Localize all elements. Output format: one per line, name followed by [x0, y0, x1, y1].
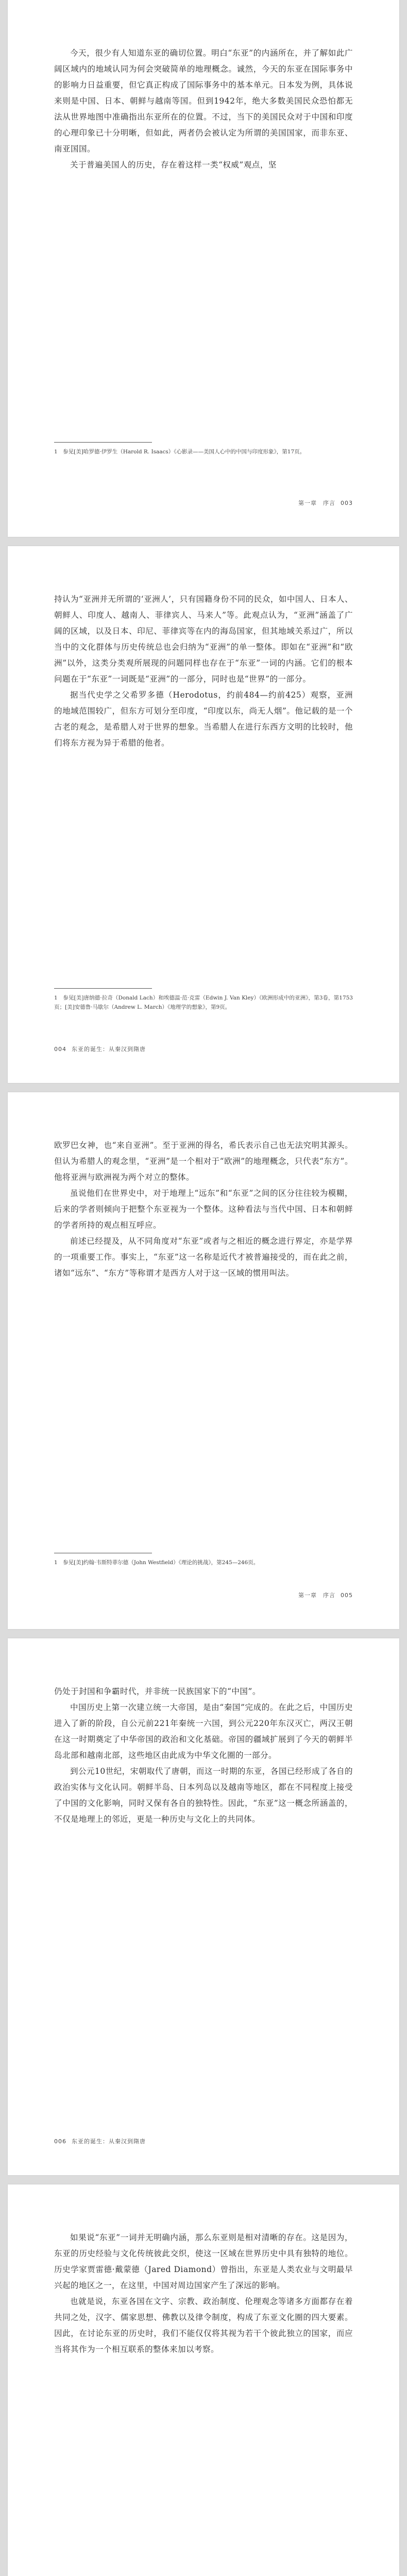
- paragraph: 前述已经提及，从不同角度对“东亚”或者与之相近的概念进行界定，亦是学界的一项重要工作。事实上，“东亚”这一名称是近代才被普遍接受的，而在此之前，诸如“远东”、“东方”等称谓才是西方人对于这一区域的惯用叫法。: [54, 1236, 353, 1278]
- page-5: [8, 2184, 399, 2576]
- running-label: 第一章 序言: [298, 500, 335, 506]
- footnotes: [54, 993, 353, 1012]
- paragraph: 今天，很少有人知道东亚的确切位置。明白“东亚”的内涵所在，并了解如此广阔区域内的地域认同为何会突破简单的地理概念。诚然，今天的东亚在国际事务中的影响力日益重要，但它真正构成了国际事务中的基本单元。日本发为例，具体说来则是中国、日本、朝鲜与越南等国。但到1942年，绝大多数美国民众恐怕都无法从世界地图中准确指出东亚所在的位置。不过，当下的美国民众对于中国和印度的心理印象已十分明晰，但如此，两者仍会被认定为所谓的美国国家，而非东亚、南亚国国。: [54, 48, 353, 154]
- page-4: [8, 1638, 399, 2175]
- footnote: 1 参见[美]约翰·韦斯特菲尔德（John Westfield）《理论的挑战》，第245—246页。: [54, 1560, 259, 1566]
- footnotes: [54, 1558, 353, 1567]
- page-number: 003: [341, 500, 353, 506]
- paragraph: 仍处于封国和争霸时代，并非统一民族国家下的“中国”。: [54, 1687, 261, 1696]
- page-1-body: [54, 45, 353, 173]
- running-label: 东亚的诞生：从秦汉到隋唐: [72, 2138, 146, 2145]
- paragraph: 持认为“亚洲并无所谓的‘亚洲人’，只有国籍身份不同的民众，如中国人、日本人、朝鲜人、印度人、越南人、菲律宾人、马来人”等。此观点认为，“亚洲”涵盖了广阔的区域，以及日本、印尼、菲律宾等在内的海岛国家，但其地域关系过广，所以当中的文化群体与历史传统总也会归纳为“亚洲”的单一整体。即如在“亚洲”和“欧洲”以外，这类分类观所展现的问题同样也存在于“东亚”一词的内涵。它们的根本问题在于“东亚”一词既是“亚洲”的一部分，同时也是“世界”的一部分。: [54, 595, 353, 684]
- page-3-body: [54, 1138, 353, 1281]
- page-4-body: [54, 1684, 353, 1827]
- paragraph: 据当代史学之父希罗多德（Herodotus，约前484—约前425）观察，亚洲的地域范围较广，但东方可划分至印度，“印度以东，尚无人烟”。他记载的是一个古老的观念，是希腊人对于世界的想象。当希腊人在进行东西方文明的比较时，他们将东方视为异于希腊的他者。: [54, 690, 353, 748]
- footnote: 1 参见[美]哈罗德·伊罗生（Harold R. Isaacs）《心影录——美国人心中的中国与印度形象》，第17页。: [54, 449, 306, 455]
- page-5-body: [54, 2230, 353, 2358]
- footnote-rule: [54, 442, 152, 443]
- paragraph: 如果说“东亚”一词并无明确内涵，那么东亚则是相对清晰的存在。这是因为，东亚的历史经验与文化传统彼此交织，使这一区域在世界历史中具有独特的地位。历史学家贾雷德·戴蒙德（Jared Diamond）曾指出，东亚是人类农业与文明最早兴起的地区之一，在这里，中国对周边国家产生了深远的影响。: [54, 2233, 353, 2290]
- running-footer: [54, 1045, 151, 1053]
- paragraph: 关于普遍美国人的历史，存在着这样一类“权威”观点，坚: [70, 160, 277, 170]
- page-number: 004: [54, 1046, 66, 1053]
- running-footer: [54, 2137, 151, 2145]
- page-1: [8, 0, 399, 537]
- footnotes: [54, 447, 353, 456]
- running-label: 东亚的诞生：从秦汉到隋唐: [72, 1046, 146, 1053]
- footnote-rule: [54, 988, 152, 989]
- page-3: [8, 1092, 399, 1629]
- page-2-body: [54, 591, 353, 751]
- page-number: 006: [54, 2138, 66, 2145]
- running-label: 第一章 序言: [298, 1592, 335, 1599]
- footnote: 1 参见[美]唐纳德·拉奇（Donald Lach）和埃德温·范·克雷（Edwin J. Van Kley）《欧洲形成中的亚洲》，第3卷，第1753页；[美]安德鲁·马歇尔（Andrew L. March）《地理学的想象》，第9页。: [54, 995, 353, 1010]
- page-2: [8, 546, 399, 1083]
- running-footer: [293, 499, 353, 507]
- paragraph: 中国历史上第一次建立统一大帝国，是由“秦国”完成的。在此之后，中国历史进入了新的阶段，自公元前221年秦统一六国，到公元220年东汉灭亡，两汉王朝在这一时期奠定了中华帝国的政治和文化基础。帝国的疆域扩展到了今天的朝鲜半岛北部和越南北部，这些地区由此成为中华文化圈的一部分。: [54, 1703, 353, 1760]
- paragraph: 虽说他们在世界史中，对于地理上“远东”和“东亚”之间的区分往往较为模糊，后来的学者则倾向于把整个东亚视为一个整体。这种看法与当代中国、日本和朝鲜的学者所持的观点相互呼应。: [54, 1189, 353, 1230]
- running-footer: [293, 1591, 353, 1599]
- paragraph: 到公元10世纪，宋朝取代了唐朝，而这一时期的东亚，各国已经形成了各自的政治实体与文化认同。朝鲜半岛、日本列岛以及越南等地区，都在不同程度上接受了中国的文化影响，同时又保有各自的独特性。因此，“东亚”这一概念所涵盖的，不仅是地理上的邻近，更是一种历史与文化上的共同体。: [54, 1767, 353, 1824]
- paragraph: 也就是说，东亚各国在文字、宗教、政治制度、伦理观念等诸多方面都存在着共同之处，汉字、儒家思想、佛教以及律令制度，构成了东亚文化圈的四大要素。因此，在讨论东亚的历史时，我们不能仅仅将其视为若干个彼此独立的国家，而应当将其作为一个相互联系的整体来加以考察。: [54, 2297, 353, 2354]
- paragraph: 欧罗巴女神，也“来自亚洲”。至于亚洲的得名，希氏表示自己也无法究明其源头。但认为希腊人的观念里，“亚洲”是一个相对于“欧洲”的地理概念，只代表“东方”。他将亚洲与欧洲视为两个对立的整体。: [54, 1141, 353, 1182]
- page-number: 005: [341, 1592, 353, 1599]
